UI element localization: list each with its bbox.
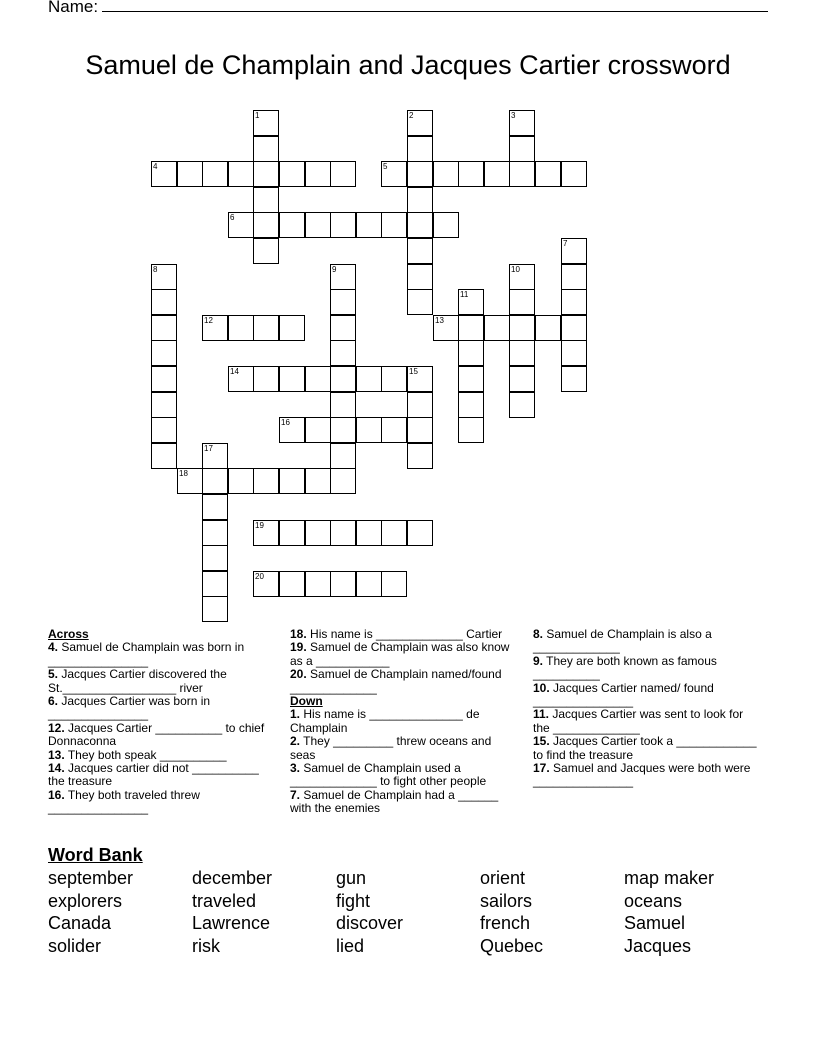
clue	[48, 749, 273, 762]
word-bank-title: Word Bank	[48, 845, 143, 865]
crossword-cell[interactable]	[484, 315, 510, 341]
crossword-cell[interactable]	[381, 161, 407, 187]
crossword-cell[interactable]	[202, 443, 228, 469]
crossword-cell[interactable]	[356, 571, 382, 597]
crossword-cell[interactable]	[509, 366, 535, 392]
crossword-cell[interactable]	[253, 212, 279, 238]
crossword-cell[interactable]	[330, 264, 356, 290]
clue-text: They both speak __________	[67, 747, 227, 762]
crossword-cell[interactable]	[433, 315, 459, 341]
word-bank-item: Lawrence	[192, 913, 271, 933]
word-bank-item: gun	[336, 868, 367, 888]
crossword-cell[interactable]	[228, 315, 254, 341]
clue-text: They both traveled threw _______________	[48, 787, 200, 816]
crossword-cell[interactable]	[305, 417, 331, 443]
clue-number: 6.	[48, 694, 59, 709]
crossword-cell[interactable]	[305, 571, 331, 597]
crossword-cell[interactable]	[433, 212, 459, 238]
cell-number: 1	[255, 111, 260, 120]
crossword-cell[interactable]	[330, 417, 356, 443]
crossword-cell[interactable]	[279, 520, 305, 546]
clue-number: 13.	[48, 747, 65, 762]
word-bank-item: sailors	[480, 891, 533, 911]
clue-text: Jacques Cartier discovered the St._________________ river	[48, 667, 227, 695]
crossword-cell[interactable]	[561, 315, 587, 341]
across-header: Across	[48, 627, 89, 641]
clue-number: 20.	[290, 667, 307, 682]
crossword-cell[interactable]	[407, 110, 433, 136]
crossword-cell[interactable]	[279, 161, 305, 187]
cell-number: 4	[153, 162, 158, 171]
crossword-cell[interactable]	[151, 392, 177, 418]
crossword-cell[interactable]	[407, 520, 433, 546]
word-bank-item: Canada	[48, 913, 112, 933]
clue-number: 2.	[290, 734, 301, 749]
crossword-cell[interactable]	[202, 468, 228, 494]
crossword-cell[interactable]	[305, 212, 331, 238]
clue-number: 16.	[48, 787, 65, 802]
clue	[533, 708, 758, 735]
word-bank-item: orient	[480, 868, 526, 888]
crossword-cell[interactable]	[356, 417, 382, 443]
crossword-cell[interactable]	[151, 366, 177, 392]
cell-number: 13	[435, 316, 444, 325]
crossword-cell[interactable]	[407, 238, 433, 264]
clue	[290, 789, 515, 816]
crossword-cell[interactable]	[202, 494, 228, 520]
page-title: Samuel de Champlain and Jacques Cartier crossword	[85, 50, 731, 80]
clue-number: 10.	[533, 680, 550, 695]
clue-text: Jacques Cartier took a ____________ to find the treasure	[533, 734, 757, 762]
crossword-cell[interactable]	[228, 212, 254, 238]
crossword-cell[interactable]	[279, 212, 305, 238]
cell-number: 20	[255, 572, 264, 581]
crossword-cell[interactable]	[228, 468, 254, 494]
crossword-cell[interactable]	[330, 392, 356, 418]
clue-text: Jacques cartier did not __________ the treasure	[48, 761, 259, 789]
clue-number: 15.	[533, 734, 550, 749]
clues-column-3	[533, 628, 758, 789]
crossword-cell[interactable]	[151, 315, 177, 341]
crossword-cell[interactable]	[561, 161, 587, 187]
crossword-cell[interactable]	[253, 238, 279, 264]
clues-column-2	[290, 628, 515, 816]
crossword-cell[interactable]	[407, 443, 433, 469]
crossword-cell[interactable]	[253, 520, 279, 546]
clue-number: 14.	[48, 761, 65, 776]
cell-number: 17	[204, 444, 213, 453]
clue	[290, 641, 515, 668]
clue	[533, 762, 758, 789]
cell-number: 11	[460, 290, 469, 299]
cell-number: 8	[153, 265, 158, 274]
crossword-cell[interactable]	[330, 340, 356, 366]
cell-number: 19	[255, 521, 264, 530]
clue-number: 18.	[290, 627, 307, 641]
crossword-cell[interactable]	[381, 212, 407, 238]
cell-number: 16	[281, 418, 290, 427]
crossword-cell[interactable]	[458, 366, 484, 392]
crossword-cell[interactable]	[279, 468, 305, 494]
name-label: Name:	[48, 0, 99, 16]
word-bank-item: french	[480, 913, 531, 933]
cell-number: 2	[409, 111, 414, 120]
crossword-cell[interactable]	[330, 315, 356, 341]
crossword-cell[interactable]	[509, 315, 535, 341]
clue-number: 3.	[290, 761, 301, 776]
crossword-cell[interactable]	[561, 366, 587, 392]
clue-text: Samuel de Champlain had a ______ with the enemies	[290, 787, 499, 816]
crossword-cell[interactable]	[253, 187, 279, 213]
clue-text: Samuel de Champlain is also a _____________	[533, 627, 712, 655]
clue	[48, 762, 273, 789]
crossword-cell[interactable]	[202, 545, 228, 571]
clue-text: Samuel de Champlain was born in _______________	[48, 640, 245, 668]
cell-number: 18	[179, 469, 188, 478]
crossword-cell[interactable]	[407, 161, 433, 187]
crossword-cell[interactable]	[202, 520, 228, 546]
clue-text: Jacques Cartier named/ found _______________	[533, 680, 714, 709]
clue	[290, 668, 515, 695]
crossword-cell[interactable]	[407, 417, 433, 443]
clue	[48, 722, 273, 749]
clue	[290, 762, 515, 789]
clue	[48, 695, 273, 722]
crossword-cell[interactable]	[330, 520, 356, 546]
clue	[48, 668, 273, 695]
crossword-cell[interactable]	[356, 520, 382, 546]
down-header: Down	[290, 694, 323, 709]
clue-text: Jacques Cartier was sent to look for the _____________	[533, 707, 744, 735]
crossword-cell[interactable]	[407, 212, 433, 238]
word-bank-item: risk	[192, 936, 220, 956]
crossword-cell[interactable]	[407, 366, 433, 392]
clue-text: Jacques Cartier __________ to chief Donnaconna	[48, 720, 265, 749]
word-bank-item: december	[192, 868, 273, 888]
clue-number: 9.	[533, 653, 544, 668]
clues-column-1	[48, 628, 273, 816]
crossword-cell[interactable]	[509, 110, 535, 136]
clue-text: Samuel de Champlain was also know as a ___________	[290, 640, 510, 668]
word-bank-item: Samuel	[624, 913, 686, 933]
clue-number: 4.	[48, 640, 59, 655]
word-bank-item: Quebec	[480, 936, 544, 956]
crossword-cell[interactable]	[305, 468, 331, 494]
crossword-cell[interactable]	[151, 340, 177, 366]
crossword-cell[interactable]	[330, 161, 356, 187]
crossword-cell[interactable]	[356, 212, 382, 238]
crossword-cell[interactable]	[381, 520, 407, 546]
clue-number: 5.	[48, 667, 59, 682]
clue	[533, 735, 758, 762]
clue	[533, 682, 758, 709]
crossword-cell[interactable]	[458, 289, 484, 315]
crossword-cell[interactable]	[433, 161, 459, 187]
crossword-cell[interactable]	[305, 520, 331, 546]
clue-number: 8.	[533, 627, 544, 641]
clue-text: Samuel and Jacques were both were _______________	[533, 761, 751, 789]
crossword-cell[interactable]	[151, 443, 177, 469]
crossword-cell[interactable]	[356, 366, 382, 392]
crossword-cell[interactable]	[330, 468, 356, 494]
cell-number: 15	[409, 367, 418, 376]
crossword-cell[interactable]	[228, 161, 254, 187]
cell-number: 14	[230, 367, 239, 376]
cell-number: 5	[383, 162, 388, 171]
crossword-cell[interactable]	[228, 366, 254, 392]
crossword-cell[interactable]	[509, 264, 535, 290]
clue-number: 19.	[290, 640, 307, 655]
clue-number: 12.	[48, 720, 65, 735]
crossword-cell[interactable]	[407, 187, 433, 213]
crossword-cell[interactable]	[509, 289, 535, 315]
crossword-cell[interactable]	[561, 340, 587, 366]
crossword-cell[interactable]	[407, 264, 433, 290]
crossword-cell[interactable]	[458, 417, 484, 443]
crossword-cell[interactable]	[330, 212, 356, 238]
word-bank-item: solider	[48, 936, 102, 956]
clue-list	[48, 641, 273, 815]
clue-list	[290, 628, 515, 695]
crossword-cell[interactable]	[305, 161, 331, 187]
cell-number: 10	[511, 265, 520, 274]
crossword-cell[interactable]	[253, 161, 279, 187]
crossword-cell[interactable]	[253, 315, 279, 341]
crossword-cell[interactable]	[279, 315, 305, 341]
crossword-cell[interactable]	[330, 289, 356, 315]
clue-number: 11.	[533, 707, 550, 722]
crossword-cell[interactable]	[509, 161, 535, 187]
crossword-cell[interactable]	[484, 161, 510, 187]
crossword-cell[interactable]	[151, 417, 177, 443]
clue-text: Jacques Cartier was born in _______________	[48, 694, 211, 722]
crossword-cell[interactable]	[202, 571, 228, 597]
crossword-cell[interactable]	[458, 315, 484, 341]
word-bank-item: september	[48, 868, 134, 888]
word-bank-item: lied	[336, 936, 365, 956]
crossword-cell[interactable]	[279, 571, 305, 597]
crossword-cell[interactable]	[253, 468, 279, 494]
clue	[290, 708, 515, 735]
clue-text: His name is _____________ Cartier	[310, 627, 503, 641]
clue	[533, 628, 758, 655]
crossword-cell[interactable]	[509, 136, 535, 162]
word-bank-item: Jacques	[624, 936, 692, 956]
crossword-cell[interactable]	[381, 366, 407, 392]
crossword-cell[interactable]	[381, 417, 407, 443]
crossword-cell[interactable]	[407, 392, 433, 418]
crossword-cell[interactable]	[202, 161, 228, 187]
crossword-cell[interactable]	[407, 289, 433, 315]
crossword-cell[interactable]	[535, 315, 561, 341]
word-bank-item: fight	[336, 891, 371, 911]
crossword-cell[interactable]	[151, 289, 177, 315]
clue	[533, 655, 758, 682]
clue-text: Samuel de Champlain used a _____________ to fight other people	[290, 761, 487, 789]
crossword-cell[interactable]	[253, 366, 279, 392]
crossword-cell[interactable]	[458, 340, 484, 366]
clue	[290, 628, 515, 641]
cell-number: 6	[230, 213, 235, 222]
clue-text: They are both known as famous __________	[533, 653, 717, 682]
crossword-cell[interactable]	[509, 392, 535, 418]
clue-list	[533, 628, 758, 789]
clue-number: 1.	[290, 707, 301, 722]
crossword-cell[interactable]	[458, 392, 484, 418]
crossword-cell[interactable]	[561, 238, 587, 264]
cell-number: 3	[511, 111, 516, 120]
cell-number: 7	[563, 239, 568, 248]
crossword-cell[interactable]	[407, 136, 433, 162]
crossword-cell[interactable]	[458, 161, 484, 187]
crossword-cell[interactable]	[330, 366, 356, 392]
crossword-cell[interactable]	[202, 596, 228, 622]
clue	[48, 641, 273, 668]
crossword-cell[interactable]	[253, 136, 279, 162]
crossword-cell[interactable]	[151, 264, 177, 290]
word-bank-item: explorers	[48, 891, 123, 911]
crossword-cell[interactable]	[561, 289, 587, 315]
crossword-cell[interactable]	[253, 110, 279, 136]
clue-text: Samuel de Champlain named/found _____________	[290, 667, 502, 695]
word-bank-item: traveled	[192, 891, 257, 911]
crossword-cell[interactable]	[177, 468, 203, 494]
clue	[290, 735, 515, 762]
clue	[48, 789, 273, 816]
crossword-cell[interactable]	[381, 571, 407, 597]
crossword-cell[interactable]	[509, 340, 535, 366]
clue-list	[290, 708, 515, 815]
crossword-cell[interactable]	[253, 571, 279, 597]
crossword-cell[interactable]	[330, 443, 356, 469]
clue-number: 17.	[533, 761, 550, 776]
crossword-cell[interactable]	[279, 417, 305, 443]
crossword-cell[interactable]	[535, 161, 561, 187]
crossword-cell[interactable]	[151, 161, 177, 187]
crossword-cell[interactable]	[202, 315, 228, 341]
crossword-cell[interactable]	[330, 571, 356, 597]
word-bank-item: discover	[336, 913, 404, 933]
clue-text: They _________ threw oceans and seas	[290, 734, 492, 762]
cell-number: 12	[204, 316, 213, 325]
word-bank-item: map maker	[624, 868, 715, 888]
crossword-cell[interactable]	[561, 264, 587, 290]
clue-text: His name is ______________ de Champlain	[290, 707, 480, 735]
crossword-cell[interactable]	[177, 161, 203, 187]
clue-number: 7.	[290, 787, 301, 802]
crossword-cell[interactable]	[279, 366, 305, 392]
cell-number: 9	[332, 265, 337, 274]
word-bank-item: oceans	[624, 891, 683, 911]
crossword-cell[interactable]	[305, 366, 331, 392]
